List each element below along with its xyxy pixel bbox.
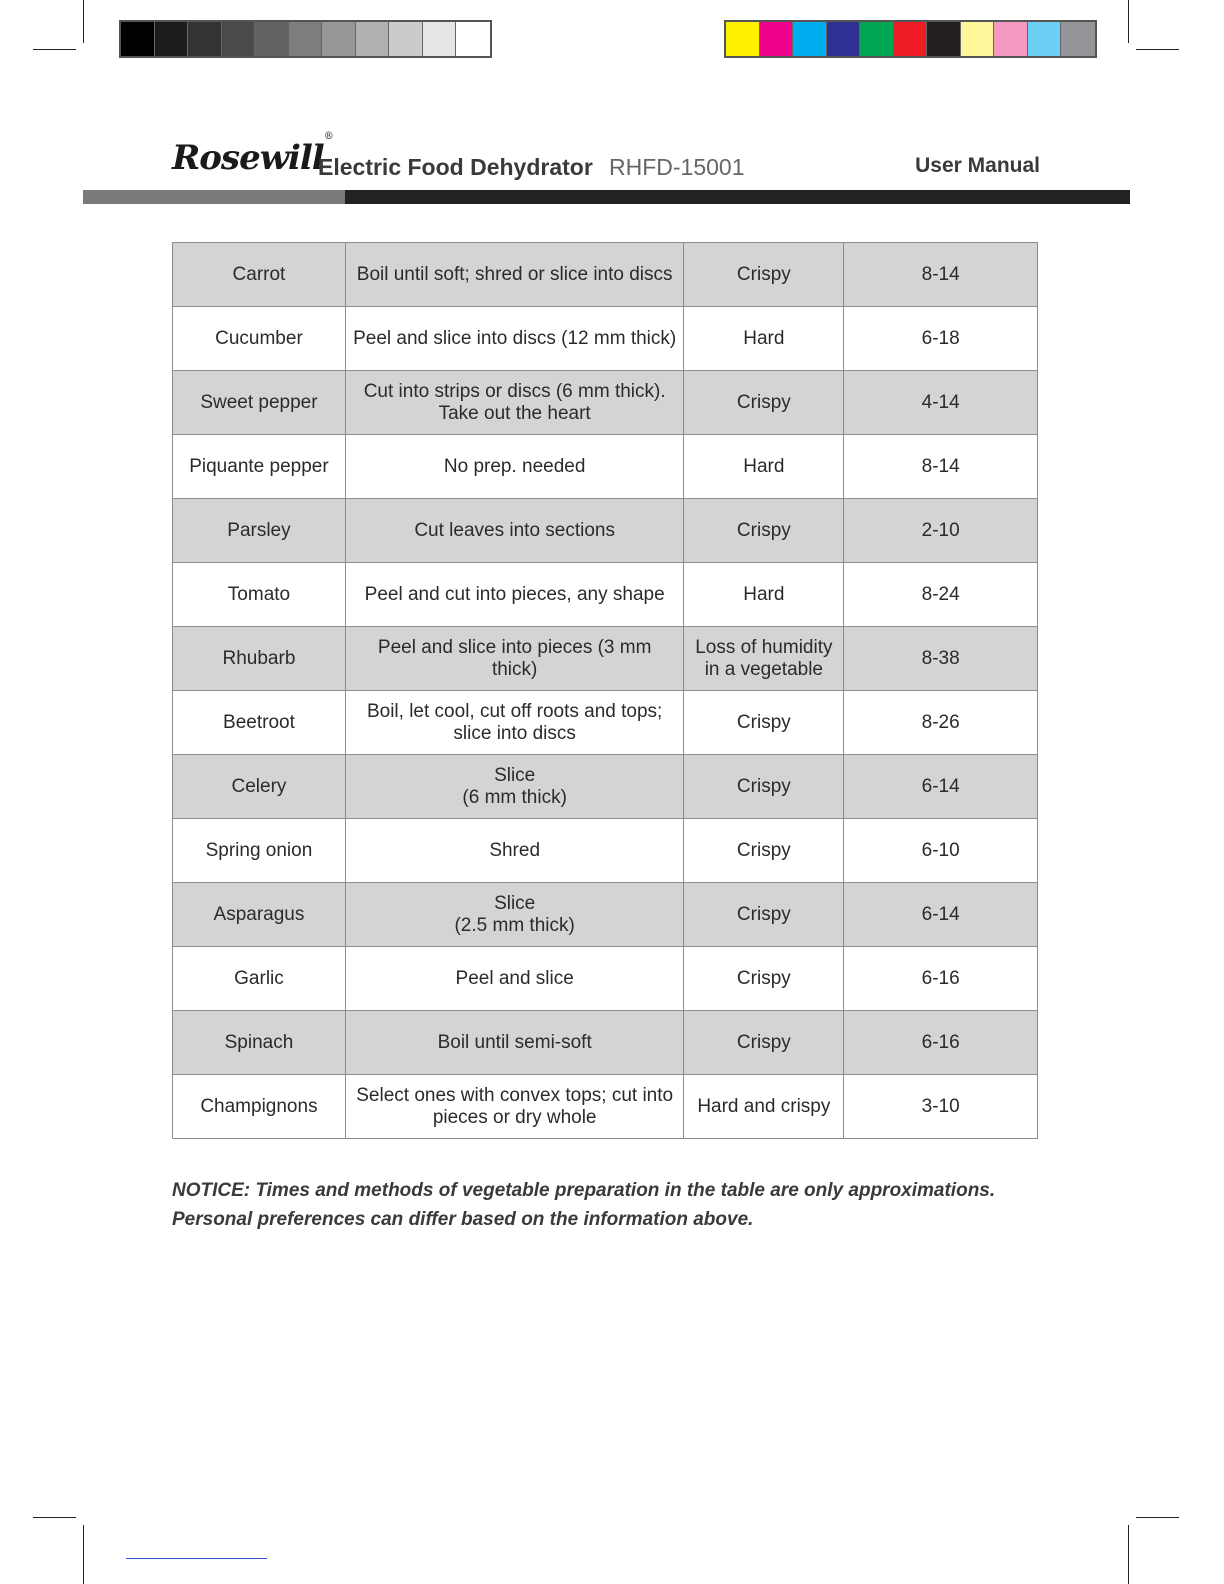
drying-time-cell: 8-38 (844, 627, 1038, 691)
calibration-swatch (1061, 22, 1095, 56)
calibration-swatch (894, 22, 928, 56)
calibration-swatch (356, 22, 390, 56)
preparation-cell: No prep. needed (345, 435, 684, 499)
preparation-cell: Shred (345, 819, 684, 883)
page-header (172, 132, 1040, 186)
calibration-swatch (322, 22, 356, 56)
calibration-swatch (860, 22, 894, 56)
preparation-cell: Boil until semi-soft (345, 1011, 684, 1075)
drying-time-cell: 8-14 (844, 435, 1038, 499)
table-row (173, 819, 1038, 883)
calibration-swatch (726, 22, 760, 56)
crop-mark (1136, 49, 1179, 50)
vegetable-cell: Cucumber (173, 307, 346, 371)
vegetable-drying-table (172, 242, 1038, 1139)
table-row (173, 371, 1038, 435)
drying-time-cell: 6-14 (844, 883, 1038, 947)
vegetable-cell: Garlic (173, 947, 346, 1011)
preparation-cell: Boil until soft; shred or slice into discs (345, 243, 684, 307)
table-row (173, 627, 1038, 691)
vegetable-cell: Beetroot (173, 691, 346, 755)
grayscale-calibration-bar (119, 20, 492, 58)
texture-cell: Crispy (684, 755, 844, 819)
document-type: User Manual (915, 154, 1040, 177)
table-row (173, 755, 1038, 819)
crop-mark (33, 1517, 76, 1518)
drying-time-cell: 6-16 (844, 947, 1038, 1011)
model-number: RHFD-15001 (609, 154, 745, 180)
vegetable-cell: Rhubarb (173, 627, 346, 691)
preparation-cell: Peel and cut into pieces, any shape (345, 563, 684, 627)
texture-cell: Crispy (684, 883, 844, 947)
calibration-swatch (927, 22, 961, 56)
calibration-swatch (389, 22, 423, 56)
preparation-cell: Peel and slice into pieces (3 mm thick) (345, 627, 684, 691)
drying-time-cell: 6-18 (844, 307, 1038, 371)
table-row (173, 1011, 1038, 1075)
calibration-swatch (255, 22, 289, 56)
vegetable-cell: Celery (173, 755, 346, 819)
preparation-cell: Peel and slice (345, 947, 684, 1011)
preparation-cell: Slice (2.5 mm thick) (345, 883, 684, 947)
texture-cell: Hard and crispy (684, 1075, 844, 1139)
product-title: Electric Food Dehydrator (318, 154, 593, 180)
crop-mark (83, 0, 84, 43)
drying-time-cell: 2-10 (844, 499, 1038, 563)
preparation-cell: Cut leaves into sections (345, 499, 684, 563)
texture-cell: Crispy (684, 947, 844, 1011)
color-calibration-bar (724, 20, 1097, 58)
texture-cell: Crispy (684, 371, 844, 435)
calibration-swatch (994, 22, 1028, 56)
drying-time-cell: 8-26 (844, 691, 1038, 755)
texture-cell: Crispy (684, 819, 844, 883)
calibration-swatch (827, 22, 861, 56)
calibration-swatch (456, 22, 490, 56)
preparation-cell: Cut into strips or discs (6 mm thick). Take out the heart (345, 371, 684, 435)
table-row (173, 243, 1038, 307)
header-rule-gray (83, 190, 345, 204)
vegetable-cell: Parsley (173, 499, 346, 563)
notice-line-1: NOTICE: Times and methods of vegetable preparation in the table are only approximations. (172, 1180, 996, 1201)
crop-mark (33, 49, 76, 50)
texture-cell: Hard (684, 563, 844, 627)
calibration-swatch (121, 22, 155, 56)
vegetable-cell: Sweet pepper (173, 371, 346, 435)
drying-time-cell: 6-16 (844, 1011, 1038, 1075)
preparation-cell: Slice (6 mm thick) (345, 755, 684, 819)
brand-logo: Rosewill® (172, 130, 333, 178)
table-row (173, 563, 1038, 627)
crop-mark (1128, 0, 1129, 43)
table-row (173, 307, 1038, 371)
drying-time-cell: 3-10 (844, 1075, 1038, 1139)
vegetable-cell: Carrot (173, 243, 346, 307)
drying-time-cell: 8-14 (844, 243, 1038, 307)
header-rule-dark (345, 190, 1130, 204)
preparation-cell: Boil, let cool, cut off roots and tops; slice into discs (345, 691, 684, 755)
texture-cell: Crispy (684, 499, 844, 563)
crop-mark (83, 1525, 84, 1584)
texture-cell: Crispy (684, 691, 844, 755)
vegetable-cell: Tomato (173, 563, 346, 627)
crop-mark (1136, 1517, 1179, 1518)
drying-time-cell: 8-24 (844, 563, 1038, 627)
texture-cell: Crispy (684, 243, 844, 307)
crop-mark (1128, 1525, 1129, 1584)
footer-link-underline (126, 1558, 267, 1559)
calibration-swatch (760, 22, 794, 56)
table-row (173, 1075, 1038, 1139)
calibration-swatch (289, 22, 323, 56)
calibration-swatch (222, 22, 256, 56)
table-row (173, 435, 1038, 499)
texture-cell: Loss of humidity in a vegetable (684, 627, 844, 691)
vegetable-cell: Spring onion (173, 819, 346, 883)
drying-time-cell: 4-14 (844, 371, 1038, 435)
vegetable-cell: Asparagus (173, 883, 346, 947)
table-row (173, 947, 1038, 1011)
calibration-swatch (1028, 22, 1062, 56)
vegetable-cell: Champignons (173, 1075, 346, 1139)
texture-cell: Hard (684, 307, 844, 371)
table-row (173, 691, 1038, 755)
calibration-swatch (793, 22, 827, 56)
texture-cell: Hard (684, 435, 844, 499)
preparation-cell: Select ones with convex tops; cut into pieces or dry whole (345, 1075, 684, 1139)
table-row (173, 499, 1038, 563)
texture-cell: Crispy (684, 1011, 844, 1075)
calibration-swatch (961, 22, 995, 56)
calibration-swatch (155, 22, 189, 56)
drying-time-cell: 6-10 (844, 819, 1038, 883)
notice-text (172, 1176, 1052, 1234)
vegetable-cell: Piquante pepper (173, 435, 346, 499)
preparation-cell: Peel and slice into discs (12 mm thick) (345, 307, 684, 371)
vegetable-cell: Spinach (173, 1011, 346, 1075)
calibration-swatch (188, 22, 222, 56)
notice-line-2: Personal preferences can differ based on the information above. (172, 1209, 754, 1230)
calibration-swatch (423, 22, 457, 56)
table-row (173, 883, 1038, 947)
drying-time-cell: 6-14 (844, 755, 1038, 819)
